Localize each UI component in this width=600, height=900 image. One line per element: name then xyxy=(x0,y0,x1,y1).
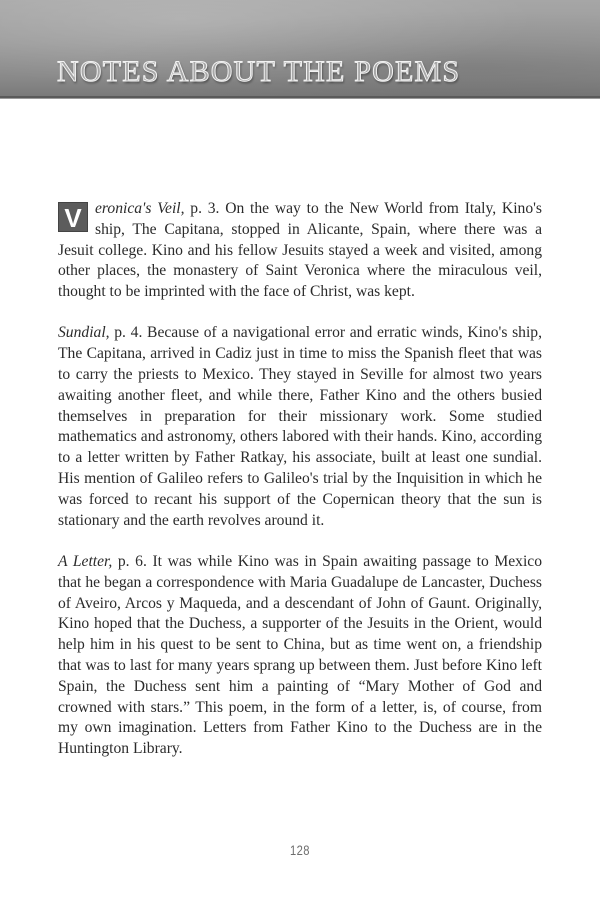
note-veronicas-veil xyxy=(58,199,542,303)
page-number: 128 xyxy=(290,842,310,858)
note-sundial xyxy=(58,323,542,531)
chapter-header-band xyxy=(0,0,600,98)
note-title: Sundial, xyxy=(58,324,110,342)
notes-content xyxy=(58,199,542,780)
note-title: eronica's Veil, xyxy=(95,200,185,217)
note-body: p. 4. Because of a navigational error and erratic winds, Kino's ship, The Capitana, arrived in Cadiz just in time to miss the Spanish fleet that was to carry the priests to Mexico. They stayed in Seville for almost two years awaiting another fleet, and while there, Father Kino and the others busied themselves in preparation for their missionary work. Some studied mathematics and astronomy, others labored with their hands. Kino, according to a letter written by Father Ratkay, his associate, built at least one sundial. His mention of Galileo refers to Galileo's trial by the Inquisition in which he was forced to recant his support of the Copernican theory that the sun is stationary and the earth revolves around it. xyxy=(58,324,542,529)
note-title: A Letter, xyxy=(58,552,113,570)
note-body: p. 3. On the way to the New World from Italy, Kino's ship, The Capitana, stopped in Alicante, Spain, where there was a Jesuit college. Kino and his fellow Jesuits stayed a week and visited, among other places, the monastery of Saint Veronica where the miraculous veil, thought to be imprinted with the face of Christ, was kept. xyxy=(58,200,543,301)
note-a-letter xyxy=(58,552,542,760)
drop-cap: V xyxy=(58,202,88,232)
note-body: p. 6. It was while Kino was in Spain awaiting passage to Mexico that he began a correspondence with Maria Guadalupe de Lancaster, Duchess of Aveiro, Arcos y Maqueda, and a descendant of John of Gaunt. Originally, Kino hoped that the Duchess, a supporter of the Jesuits in the Orient, would help him in his quest to be sent to China, but as time went on, a friendship that was to last for many years sprang up between them. Just before Kino left Spain, the Duchess sent him a painting of “Mary Mother of God and crowned with stars.” This poem, in the form of a letter, is, of course, from my own imagination. Letters from Father Kino to the Duchess are in the Huntington Library. xyxy=(58,552,542,758)
chapter-title: NOTES ABOUT THE POEMS xyxy=(57,55,461,88)
